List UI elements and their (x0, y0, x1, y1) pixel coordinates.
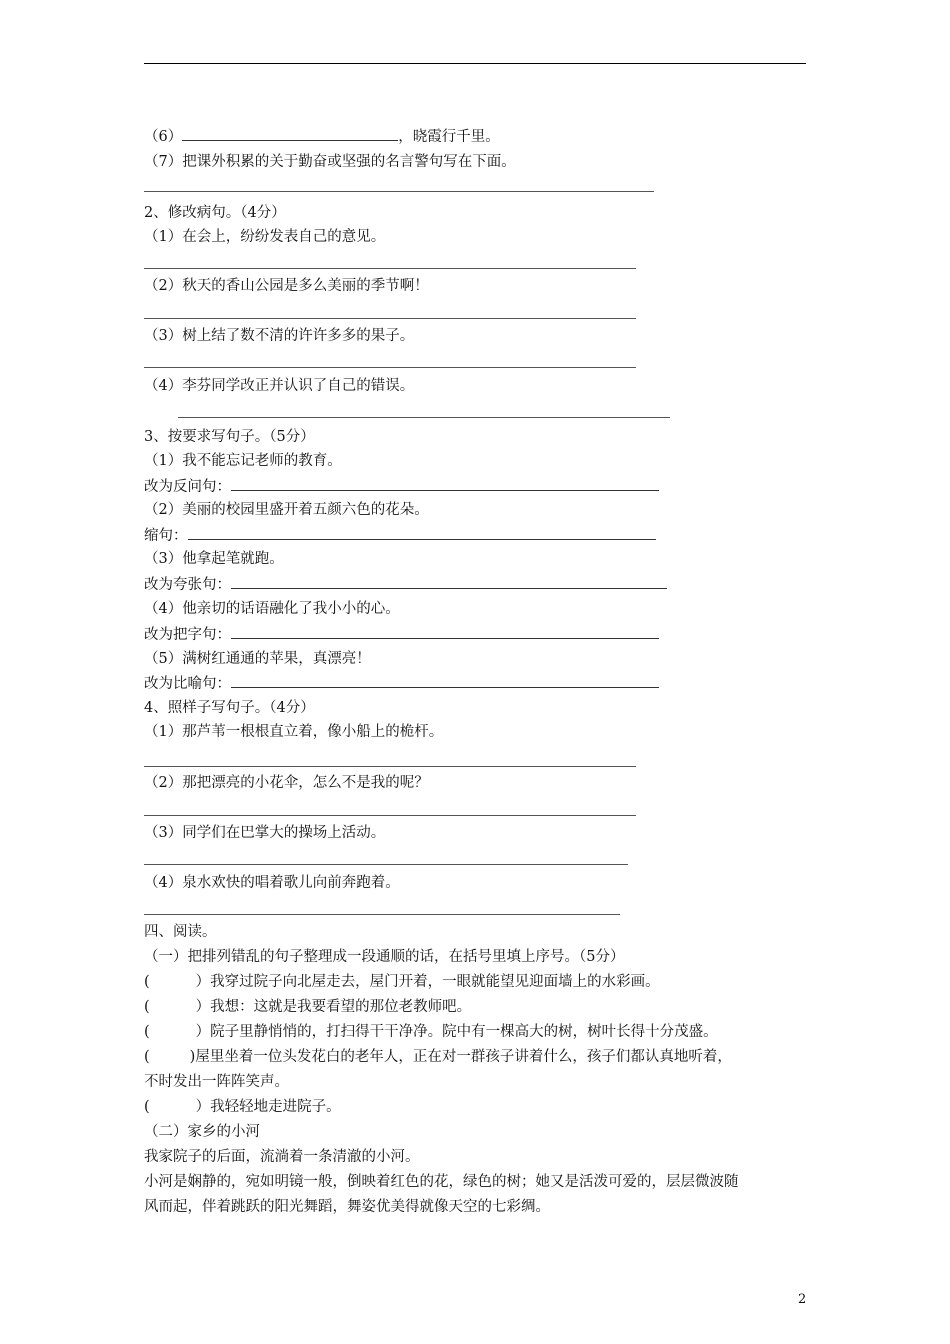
s2-question-1: （1）在会上，纷纷发表自己的意见。 (144, 229, 386, 245)
order-item: ( ）我想：这就是我要看望的那位老教师吧。 (144, 999, 472, 1015)
s3-question-1: （1）我不能忘记老师的教育。 (144, 453, 342, 469)
s2-question-4: （4）李芬同学改正并认识了自己的错误。 (144, 378, 415, 394)
section-3-title: 3、按要求写句子。（5分） (144, 429, 315, 445)
answer-line[interactable] (144, 367, 636, 368)
s3-answer-5: 改为比喻句： (144, 673, 659, 694)
answer-blank[interactable] (231, 624, 659, 639)
answer-line[interactable] (144, 766, 636, 767)
s2-question-3: （3）树上结了数不清的许许多多的果子。 (144, 328, 415, 344)
s2-question-2: （2）秋天的香山公园是多么美丽的季节啊！ (144, 278, 429, 294)
answer-blank[interactable] (182, 126, 398, 141)
answer-line[interactable] (144, 815, 636, 816)
page-number: 2 (798, 1292, 807, 1307)
reading-2-title: （二）家乡的小河 (144, 1124, 260, 1140)
answer-blank[interactable] (188, 525, 656, 540)
answer-line[interactable] (178, 417, 670, 418)
answer-line[interactable] (144, 864, 628, 865)
order-item: ( ）我穿过院子向北屋走去，屋门开着，一眼就能望见迎面墙上的水彩画。 (144, 974, 660, 990)
s3-question-3: （3）他拿起笔就跑。 (144, 551, 284, 567)
s4-question-2: （2）那把漂亮的小花伞，怎么不是我的呢？ (144, 775, 429, 791)
question-7: （7）把课外积累的关于勤奋或坚强的名言警句写在下面。 (144, 154, 516, 170)
s3-answer-1: 改为反问句： (144, 476, 659, 497)
s3-answer-4: 改为把字句： (144, 624, 659, 645)
s3-answer-3: 改为夸张句： (144, 574, 667, 595)
passage-line: 我家院子的后面，流淌着一条清澈的小河。 (144, 1149, 420, 1165)
passage-line: 风而起，伴着跳跃的阳光舞蹈，舞姿优美得就像天空的七彩绸。 (144, 1199, 550, 1215)
s3-question-2: （2）美丽的校园里盛开着五颜六色的花朵。 (144, 502, 429, 518)
s3-question-4: （4）他亲切的话语融化了我小小的心。 (144, 601, 400, 617)
s3-question-5: （5）满树红通通的苹果，真漂亮！ (144, 651, 371, 667)
s4-question-1: （1）那芦苇一根根直立着，像小船上的桅杆。 (144, 724, 444, 740)
s3-answer-2: 缩句： (144, 525, 656, 546)
answer-blank[interactable] (231, 673, 659, 688)
header-rule (144, 63, 806, 64)
section-4-title: 4、照样子写句子。（4分） (144, 700, 315, 716)
order-item: ( ）院子里静悄悄的，打扫得干干净净。院中有一棵高大的树，树叶长得十分茂盛。 (144, 1024, 718, 1040)
reading-1-title: （一）把排列错乱的句子整理成一段通顺的话，在括号里填上序号。（5分） (144, 949, 625, 965)
passage-line: 小河是娴静的，宛如明镜一般，倒映着红色的花，绿色的树；她又是活泼可爱的，层层微波随 (144, 1174, 739, 1190)
reading-section-title: 四、阅读。 (144, 924, 217, 940)
section-2-title: 2、修改病句。（4分） (144, 205, 286, 221)
order-item: ( ）我轻轻地走进院子。 (144, 1099, 341, 1115)
answer-blank[interactable] (231, 574, 667, 589)
answer-line[interactable] (144, 318, 636, 319)
question-6: （6） ，晓霞行千里。 (144, 126, 500, 147)
answer-line[interactable] (144, 914, 620, 915)
s4-question-3: （3）同学们在巴掌大的操场上活动。 (144, 825, 386, 841)
order-item-continuation: 不时发出一阵阵笑声。 (144, 1074, 289, 1090)
s4-question-4: （4）泉水欢快的唱着歌儿向前奔跑着。 (144, 875, 400, 891)
answer-line[interactable] (144, 191, 654, 192)
answer-line[interactable] (144, 268, 636, 269)
answer-blank[interactable] (231, 476, 659, 491)
order-item: ( )屋里坐着一位头发花白的老年人，正在对一群孩子讲着什么，孩子们都认真地听着， (144, 1049, 732, 1065)
